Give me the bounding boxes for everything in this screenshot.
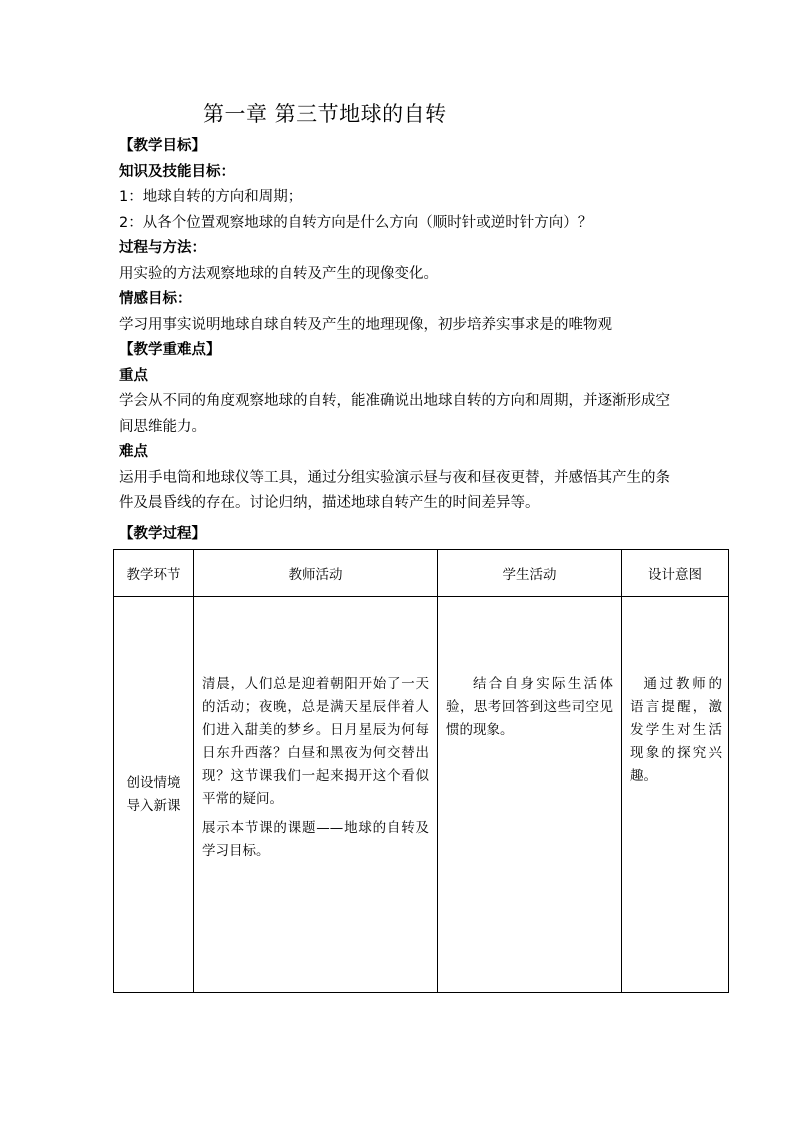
cell-stage (114, 597, 194, 993)
process-table-heading: 【教学过程】 (119, 526, 206, 542)
emotion-text: 学习用事实说明地球自球自转及产生的地理现像，初步培养实事求是的唯物观 (119, 316, 612, 333)
table-row (114, 597, 729, 993)
key-heading: 重点 (119, 367, 148, 384)
key-text: 学会从不同的角度观察地球的自转，能准确说出地球自转的方向和周期，并逐渐形成空间思维能力。 (119, 393, 670, 435)
knowledge-item: 2：从各个位置观察地球的自转方向是什么方向（顺时针或逆时针方向）？ (119, 214, 593, 231)
cell-teacher (194, 597, 438, 993)
header-student: 学生活动 (438, 550, 622, 597)
cell-design (622, 597, 729, 993)
teacher-paragraph: 展示本节课的课题——地球的自转及学习目标。 (202, 820, 429, 859)
header-stage: 教学环节 (114, 550, 194, 597)
cell-student (438, 597, 622, 993)
header-teacher: 教师活动 (194, 550, 438, 597)
difficult-text: 运用手电筒和地球仪等工具，通过分组实验演示昼与夜和昼夜更替，并感悟其产生的条件及晨昏线的存在。讨论归纳，描述地球自转产生的时间差异等。 (119, 469, 670, 511)
knowledge-item: 1：地球自转的方向和周期； (119, 189, 303, 205)
stage-text: 创设情境导入新课 (126, 774, 181, 814)
header-design: 设计意图 (622, 550, 729, 597)
page-title: 第一章 第三节地球的自转 (203, 102, 447, 126)
key-difficult-heading: 【教学重难点】 (119, 342, 221, 358)
process-text: 用实验的方法观察地球的自转及产生的现像变化。 (119, 265, 438, 282)
lesson-content (119, 134, 679, 517)
knowledge-heading: 知识及技能目标： (119, 163, 235, 180)
difficult-heading: 难点 (119, 444, 148, 460)
table-header-row (114, 550, 729, 597)
teacher-paragraph: 清晨，人们总是迎着朝阳开始了一天的活动；夜晚，总是满天星辰伴着人们进入甜美的梦乡。日月星辰为何每日东升西落？白昼和黑夜为何交替出现？这节课我们一起来揭开这个看似平常的疑问。 (202, 676, 429, 807)
emotion-heading: 情感目标： (119, 291, 192, 307)
lesson-process-table (113, 549, 729, 993)
student-text: 结合自身实际生活体验，思考回答到这些司空见惯的现象。 (446, 676, 613, 738)
process-heading: 过程与方法： (119, 240, 206, 256)
goals-heading: 【教学目标】 (119, 138, 206, 154)
design-text: 通过教师的语言提醒，激发学生对生活现象的探究兴趣。 (630, 676, 722, 784)
